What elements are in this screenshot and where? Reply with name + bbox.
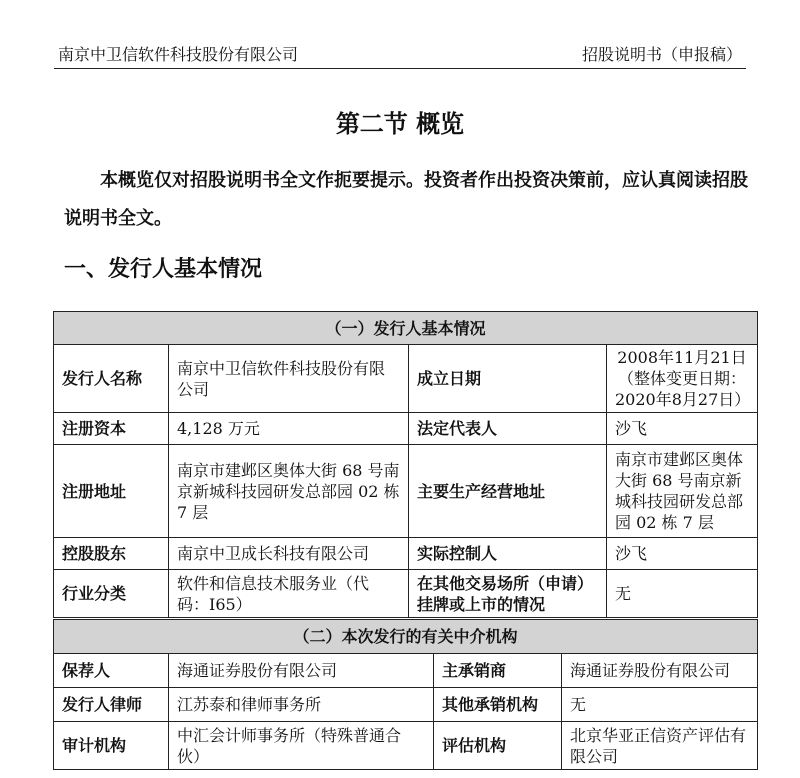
row-label: 评估机构 [434,722,562,770]
section-row [54,620,758,654]
company-name: 南京中卫信软件科技股份有限公司 [58,45,299,64]
heading-issuer-basic-info: 一、发行人基本情况 [64,257,263,282]
table-row [54,413,758,445]
row-value: 海通证券股份有限公司 [562,654,758,688]
row-value: 南京市建邺区奥体大街 68 号南京新城科技园研发总部园 02 栋 7 层 [169,445,409,538]
row-value: 南京中卫成长科技有限公司 [169,538,409,570]
row-label: 实际控制人 [409,538,607,570]
row-label: 法定代表人 [409,413,607,445]
row-label: 成立日期 [409,345,607,413]
row-label: 主要生产经营地址 [409,445,607,538]
row-value: 无 [607,570,758,618]
table-row [54,688,758,722]
row-label: 其他承销机构 [434,688,562,722]
row-label: 控股股东 [54,538,169,570]
row-label: 行业分类 [54,570,169,618]
row-value: 江苏泰和律师事务所 [169,688,434,722]
issuer-info-table [53,311,758,618]
row-value: 沙飞 [607,538,758,570]
row-label: 在其他交易场所（申请）挂牌或上市的情况 [409,570,607,618]
row-value: 4,128 万元 [169,413,409,445]
row-value: 无 [562,688,758,722]
section-title: 第二节 概览 [335,110,465,138]
row-label: 发行人律师 [54,688,169,722]
table-row [54,722,758,770]
table-row [54,538,758,570]
row-value: 北京华亚正信资产评估有限公司 [562,722,758,770]
table-row [54,654,758,688]
row-value: 中汇会计师事务所（特殊普通合伙） [169,722,434,770]
table-row [54,570,758,618]
table-row [54,345,758,413]
document-type: 招股说明书（申报稿） [581,45,742,64]
row-value: 南京市建邺区奥体大街 68 号南京新城科技园研发总部园 02 栋 7 层 [607,445,758,538]
intro-paragraph: 本概览仅对招股说明书全文作扼要提示。投资者作出投资决策前，应认真阅读招股说明书全文。 [64,170,748,229]
row-label: 注册地址 [54,445,169,538]
table-row [54,445,758,538]
row-label: 审计机构 [54,722,169,770]
row-label: 注册资本 [54,413,169,445]
row-label: 主承销商 [434,654,562,688]
row-value: 沙飞 [607,413,758,445]
section-label: （一）发行人基本情况 [54,312,758,345]
section-row [54,312,758,345]
row-value: 软件和信息技术服务业（代码：I65） [169,570,409,618]
row-value: 南京中卫信软件科技股份有限公司 [169,345,409,413]
row-value: 2008年11月21日（整体变更日期：2020年8月27日） [607,345,758,413]
row-label: 保荐人 [54,654,169,688]
intermediaries-table [53,619,758,770]
section-label: （二）本次发行的有关中介机构 [54,620,758,654]
row-value: 海通证券股份有限公司 [169,654,434,688]
page-header [54,38,746,69]
row-label: 发行人名称 [54,345,169,413]
